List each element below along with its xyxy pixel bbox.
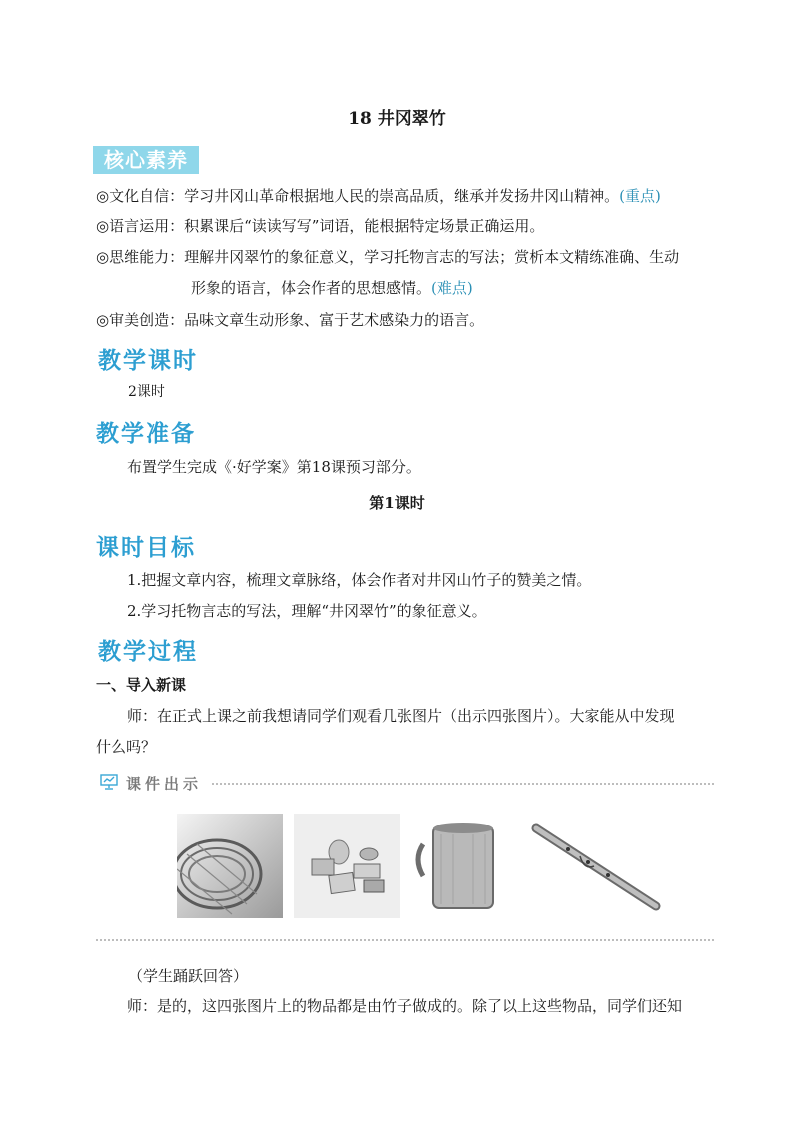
presentation-icon [100,774,118,790]
section-heading-process: 教学过程 [98,639,198,665]
bamboo-flute-image [528,814,664,918]
step-heading: 一、导入新课 [96,676,187,694]
core-item-label: ◎思维能力： [96,248,185,266]
core-item-culture [96,186,661,206]
dotted-divider [96,939,714,941]
teacher-paragraph-cont: 什么吗？ [96,738,157,756]
core-item-thinking [96,247,679,267]
core-item-text: 积累课后“读读写写”词语，能根据特定场景正确运用。 [184,217,545,235]
prep-body: 布置学生完成《·好学案》第18课预习部分。 [127,458,421,476]
teacher-paragraph: 师：在正式上课之前我想请同学们观看几张图片（出示四张图片）。大家能从中发现 [127,707,675,725]
section-heading-prep: 教学准备 [96,421,196,447]
courseware-label: 课件出示 [126,775,203,793]
core-item-thinking-cont [191,278,473,298]
students-answer: （学生踊跃回答） [128,967,249,985]
core-item-aesthetic [96,310,484,330]
key-point-tag: (重点) [619,187,661,205]
page-title: 18 井冈翠竹 [348,109,446,129]
core-item-language [96,216,544,236]
core-item-text: 品味文章生动形象、富于艺术感染力的语言。 [184,311,485,329]
dotted-divider [212,783,714,785]
core-item-label: ◎文化自信： [96,187,185,205]
hours-body: 2课时 [128,384,165,400]
goal-item: 1.把握文章内容，梳理文章脉络，体会作者对井冈山竹子的赞美之情。 [127,571,592,589]
core-item-text: 学习井冈山革命根据地人民的崇高品质，继承并发扬井冈山精神。 [184,187,620,205]
courseware-banner [100,773,714,793]
bamboo-crafts-image [294,814,400,918]
core-item-label: ◎审美创造： [96,311,185,329]
bamboo-basket-image [177,814,283,918]
core-item-label: ◎语言运用： [96,217,185,235]
teacher-paragraph: 师：是的，这四张图片上的物品都是由竹子做成的。除了以上这些物品，同学们还知 [127,997,683,1015]
bamboo-mug-image [411,814,517,918]
difficult-point-tag: (难点) [431,279,473,297]
core-item-text: 形象的语言，体会作者的思想感情。 [191,279,432,297]
section-heading-goals: 课时目标 [96,535,196,561]
core-item-text: 理解井冈翠竹的象征意义，学习托物言志的写法；赏析本文精练准确、生动 [184,248,680,266]
lesson-title: 第1课时 [369,494,425,512]
core-literacy-badge: 核心素养 [93,146,199,174]
goal-item: 2.学习托物言志的写法，理解“井冈翠竹”的象征意义。 [127,602,487,620]
section-heading-hours: 教学课时 [98,348,198,374]
